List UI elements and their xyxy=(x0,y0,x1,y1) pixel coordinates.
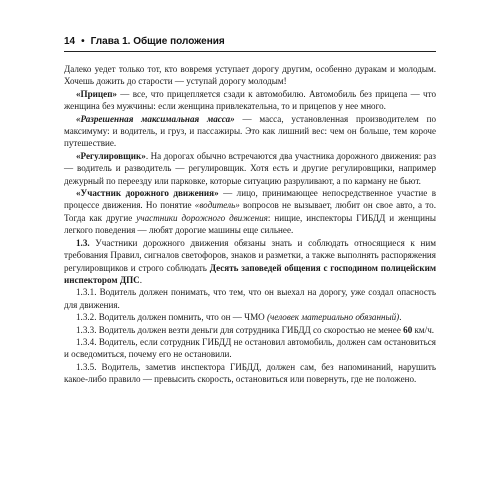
paragraph-traffic-controller xyxy=(64,150,436,187)
chapter-title: Глава 1. Общие положения xyxy=(90,36,225,47)
ten-commandments: Десять заповедей общения с господином полицейским инспектором ДПС xyxy=(64,262,437,285)
clause-1-3-3-text: 1.3.3. Водитель должен везти деньги для сотрудника ГИБДД со скоростью не менее xyxy=(76,324,404,335)
italic-driver: «водитель» xyxy=(194,200,240,211)
clause-1-3-3-end: км/ч. xyxy=(412,324,435,335)
term-traffic-controller: «Регулировщик» xyxy=(76,150,146,161)
italic-road-users: участники дорожного движения xyxy=(136,212,268,223)
paragraph-trailer xyxy=(64,88,436,113)
definition-traffic-controller: . На дорогах обычно встречаются два участника дорожного движения: раз — водитель и разводитель — регулировщик. Хотя есть и другие регулировщики, например дежурный по переезду или парковке, которые ситуацию разруливают, а по карману не бьют. xyxy=(64,150,436,186)
paragraph-road-user xyxy=(64,187,436,237)
definition-trailer: — все, что прицепляется сзади к автомобилю. Автомобиль без прицепа — что женщина без мужчины: если женщина привлекательна, то и прицепов у нее много. xyxy=(64,88,436,112)
paragraph-1-3-1: 1.3.1. Водитель должен понимать, что тем, что он выехал на дорогу, уже создал опасность для движения. xyxy=(64,287,436,310)
term-max-mass: «Разрешенная максимальная масса» xyxy=(76,113,235,124)
paragraph-max-mass xyxy=(64,113,436,150)
paragraph-intro: Далеко уедет только тот, кто вовремя уступает дорогу другим, особенно дуракам и молодым. Хочешь дожить до старости — уступай дорогу молодым! xyxy=(64,64,436,87)
page-body xyxy=(64,63,436,386)
clause-1-3-2-end: . xyxy=(399,312,402,323)
term-road-user: «Участник дорожного движения» xyxy=(76,188,219,199)
definition-road-user-part1: — лицо, принимающее непосредственное участие в процессе движения. Но понятие xyxy=(64,188,436,211)
header-separator: • xyxy=(81,36,85,47)
definition-road-user-part2: вопросов не вызывает, любит он свое авто, а то. Тогда как другие xyxy=(64,200,436,223)
clause-1-3-2-text: 1.3.2. Водитель должен помнить, что он — ЧМО xyxy=(76,312,268,323)
clause-1-3-end: . xyxy=(139,274,143,285)
paragraph-1-3-2 xyxy=(64,311,436,323)
paragraph-1-3-5: 1.3.5. Водитель, заметив инспектора ГИБДД, должен сам, без напоминаний, нарушить какое-либо правило — превысить скорость, остановиться или повернуть, где не положено. xyxy=(64,361,436,385)
speed-value: 60 xyxy=(403,324,413,335)
term-trailer: «Прицеп» xyxy=(76,88,117,99)
clause-1-3-text: Участники дорожного движения обязаны знать и соблюдать относящиеся к ним требования Правил, сигналов светофоров, знаков и разметки, а также выполнять распоряжения регулировщиков и строго соблюдать xyxy=(64,237,436,273)
definition-road-user-part3: : нищие, инспекторы ГИБДД и женщины легкого поведения — любят дорогие машины еще сильнее. xyxy=(64,212,437,236)
running-header xyxy=(64,36,436,52)
paragraph-1-3-4: 1.3.4. Водитель, если сотрудник ГИБДД не остановил автомобиль, должен сам остановиться и осведомиться, почему его не остановили. xyxy=(64,336,436,360)
clause-1-3-2-italic: (человек материально обязанный) xyxy=(267,312,400,323)
paragraph-1-3 xyxy=(64,237,436,287)
definition-max-mass: — масса, установленная производителем по максимуму: и водитель, и груз, и пассажиры. Это как лишний вес: чем он больше, тем короче путешествие. xyxy=(64,113,437,149)
page-number: 14 xyxy=(64,36,76,47)
clause-number-1-3: 1.3. xyxy=(76,237,90,248)
paragraph-1-3-3 xyxy=(64,324,436,336)
